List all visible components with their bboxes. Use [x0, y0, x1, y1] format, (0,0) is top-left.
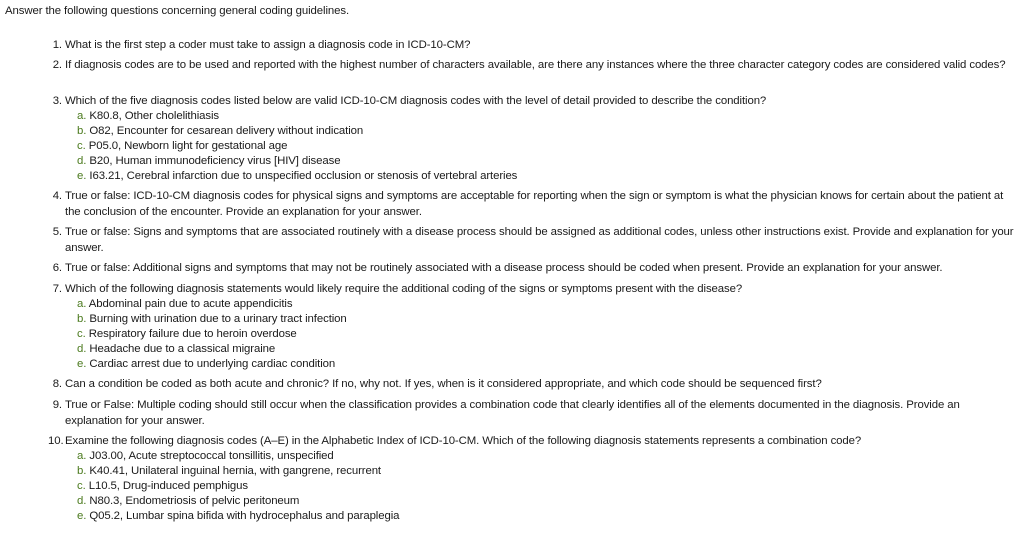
option-text: Abdominal pain due to acute appendicitis: [88, 298, 293, 310]
answer-option: [77, 312, 1014, 327]
option-letter: c.: [77, 140, 86, 152]
option-text: B20, Human immunodeficiency virus [HIV] disease: [89, 155, 341, 167]
option-text: I63.21, Cerebral infarction due to unspecified occlusion or stenosis of vertebral arteries: [89, 170, 518, 182]
question-text: True or false: Signs and symptoms that are associated routinely with a disease process should be assigned as additional codes, unless other instructions exist. Provide and explanation for your answer.: [65, 226, 1014, 254]
option-text: Headache due to a classical migraine: [89, 343, 276, 355]
option-letter: a.: [77, 298, 87, 310]
question-text: Which of the following diagnosis statements would likely require the additional coding of the signs or symptoms present with the disease?: [65, 283, 743, 295]
question-number: 1.: [52, 39, 62, 51]
answer-option: [77, 139, 1014, 154]
option-text: L10.5, Drug-induced pemphigus: [88, 480, 248, 492]
question-number: 2.: [52, 59, 62, 71]
answer-options: [77, 449, 1014, 524]
option-letter: b.: [77, 465, 87, 477]
question-number: 3.: [52, 95, 62, 107]
option-text: Q05.2, Lumbar spina bifida with hydrocephalus and paraplegia: [89, 510, 400, 522]
option-letter: c.: [77, 328, 86, 340]
question-number: 6.: [52, 262, 62, 274]
question-9: [48, 397, 1014, 429]
option-letter: b.: [77, 125, 87, 137]
option-letter: c.: [77, 480, 86, 492]
answer-option: [77, 342, 1014, 357]
question-5: [48, 224, 1014, 256]
option-letter: e.: [77, 358, 87, 370]
question-text: True or false: ICD-10-CM diagnosis codes for physical signs and symptoms are acceptable for reporting when the sign or symptom is what the physician knows for certain about the patient at the conclusion of the encounter. Provide an explanation for your answer.: [65, 190, 1004, 218]
answer-option: [77, 154, 1014, 169]
question-number: 10.: [48, 435, 64, 447]
option-letter: a.: [77, 110, 87, 122]
option-text: K40.41, Unilateral inguinal hernia, with gangrene, recurrent: [89, 465, 381, 477]
question-number: 9.: [52, 399, 62, 411]
option-text: Cardiac arrest due to underlying cardiac condition: [89, 358, 336, 370]
question-text: Examine the following diagnosis codes (A–E) in the Alphabetic Index of ICD-10-CM. Which of the following diagnosis statements represents a combination code?: [65, 435, 862, 447]
question-4: [48, 188, 1014, 220]
option-letter: e.: [77, 510, 87, 522]
question-text: What is the first step a coder must take to assign a diagnosis code in ICD-10-CM?: [65, 39, 471, 51]
option-text: O82, Encounter for cesarean delivery without indication: [89, 125, 364, 137]
option-text: K80.8, Other cholelithiasis: [89, 110, 220, 122]
question-text: True or False: Multiple coding should still occur when the classification provides a combination code that clearly identifies all of the elements documented in the diagnosis. Provide an explanation for your answer.: [65, 399, 960, 427]
answer-option: [77, 169, 1014, 184]
question-number: 8.: [52, 378, 62, 390]
question-7: [48, 281, 1014, 372]
question-number: 5.: [52, 226, 62, 238]
question-text: Can a condition be coded as both acute and chronic? If no, why not. If yes, when is it considered appropriate, and which code should be sequenced first?: [65, 378, 822, 390]
question-3: [48, 93, 1014, 184]
answer-options: [77, 109, 1014, 184]
option-letter: e.: [77, 170, 87, 182]
answer-option: [77, 124, 1014, 139]
option-text: Respiratory failure due to heroin overdose: [88, 328, 297, 340]
question-8: [48, 376, 1014, 392]
question-10: [48, 433, 1014, 524]
option-text: N80.3, Endometriosis of pelvic peritoneum: [89, 495, 300, 507]
option-letter: b.: [77, 313, 87, 325]
option-letter: a.: [77, 450, 87, 462]
answer-option: [77, 297, 1014, 312]
question-2: [48, 57, 1014, 73]
answer-options: [77, 297, 1014, 372]
answer-option: [77, 464, 1014, 479]
answer-option: [77, 327, 1014, 342]
question-text: True or false: Additional signs and symptoms that may not be routinely associated with a disease process should be coded when present. Provide an explanation for your answer.: [65, 262, 943, 274]
answer-option: [77, 357, 1014, 372]
option-text: Burning with urination due to a urinary tract infection: [89, 313, 347, 325]
answer-option: [77, 494, 1014, 509]
option-text: J03.00, Acute streptococcal tonsillitis, unspecified: [89, 450, 334, 462]
question-number: 4.: [52, 190, 62, 202]
question-text: Which of the five diagnosis codes listed below are valid ICD-10-CM diagnosis codes with the level of detail provided to describe the condition?: [65, 95, 767, 107]
instructions-heading: Answer the following questions concerning general coding guidelines.: [5, 5, 350, 17]
answer-option: [77, 479, 1014, 494]
answer-option: [77, 449, 1014, 464]
option-letter: d.: [77, 155, 87, 167]
answer-option: [77, 509, 1014, 524]
answer-option: [77, 109, 1014, 124]
option-letter: d.: [77, 495, 87, 507]
option-letter: d.: [77, 343, 87, 355]
question-number: 7.: [52, 283, 62, 295]
question-text: If diagnosis codes are to be used and reported with the highest number of characters available, are there any instances where the three character category codes are considered valid codes?: [65, 59, 1006, 71]
question-1: [48, 37, 1014, 53]
option-text: P05.0, Newborn light for gestational age: [88, 140, 288, 152]
question-6: [48, 260, 1014, 276]
